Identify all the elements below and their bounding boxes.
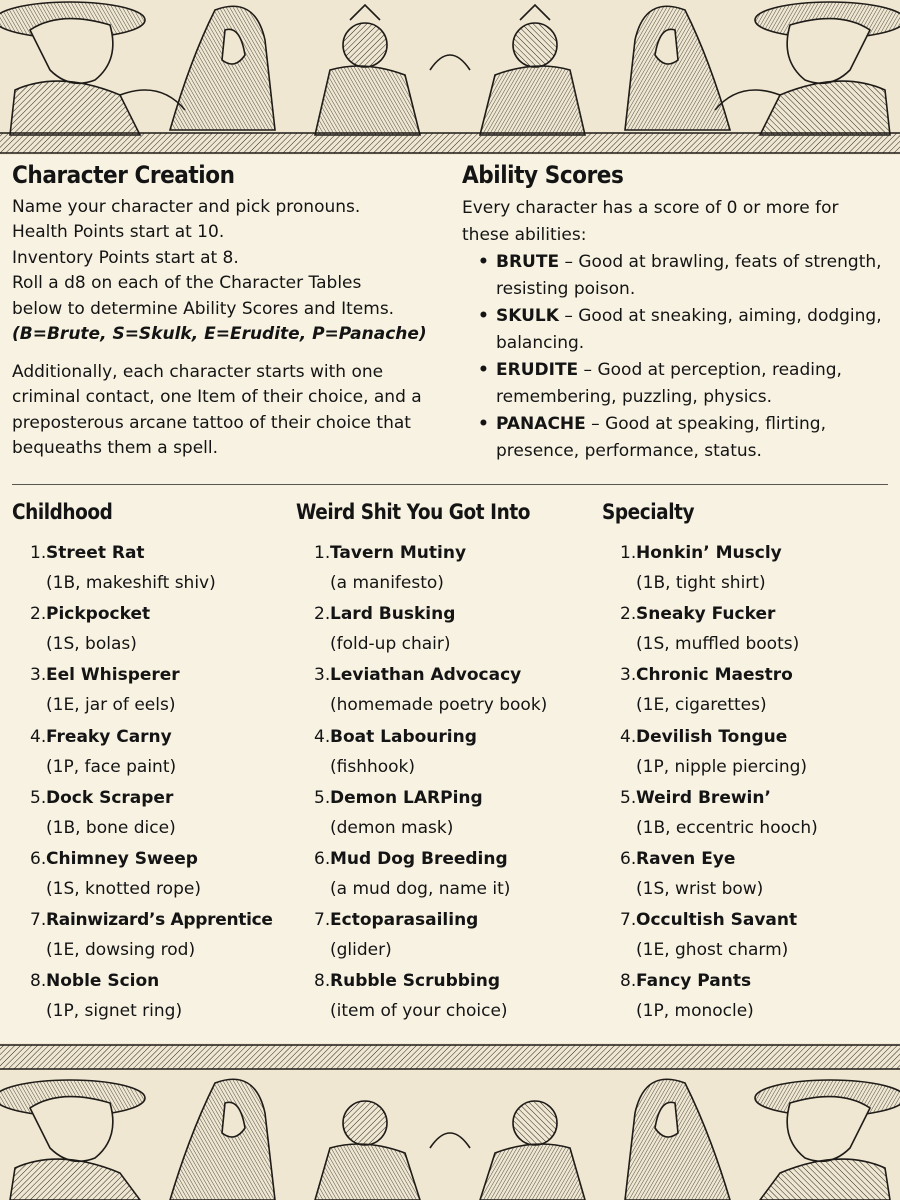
rule-line: Name your character and pick pronouns. bbox=[12, 196, 361, 217]
table-row bbox=[12, 599, 292, 660]
row-items: (1P, face paint) bbox=[46, 756, 177, 777]
row-number: 2. bbox=[314, 604, 331, 625]
table-rows bbox=[602, 538, 892, 1028]
row-number: 1. bbox=[30, 543, 47, 563]
row-name: Ectoparasailing bbox=[330, 910, 479, 931]
row-name: Lard Busking bbox=[330, 604, 456, 625]
row-items: (fold-up chair) bbox=[330, 634, 451, 655]
row-name: Noble Scion bbox=[46, 971, 160, 992]
table-title: Weird Shit You Got Into bbox=[296, 500, 530, 524]
table-row bbox=[12, 783, 292, 844]
row-name: Fancy Pants bbox=[636, 971, 752, 992]
row-number: 7. bbox=[620, 910, 637, 931]
row-number: 6. bbox=[30, 848, 47, 869]
table-row bbox=[602, 905, 892, 966]
row-items: (1S, muffled boots) bbox=[636, 634, 800, 655]
table-title: Childhood bbox=[12, 500, 113, 524]
row-items: (demon mask) bbox=[330, 817, 454, 838]
table-row bbox=[602, 722, 892, 783]
row-name: Freaky Carny bbox=[46, 726, 172, 747]
row-number: 1. bbox=[620, 543, 637, 563]
row-items: (1E, ghost charm) bbox=[636, 940, 789, 961]
row-items: (a manifesto) bbox=[330, 573, 444, 593]
weird-shit-table bbox=[296, 500, 596, 1028]
row-name: Tavern Mutiny bbox=[330, 543, 467, 563]
woodcut-figures-icon bbox=[0, 0, 900, 155]
row-number: 6. bbox=[620, 848, 637, 869]
row-name: Rubble Scrubbing bbox=[330, 971, 501, 992]
character-creation-section bbox=[12, 163, 442, 462]
row-name: Demon LARPing bbox=[330, 787, 483, 808]
row-items: (1P, nipple piercing) bbox=[636, 756, 808, 777]
rule-line: Roll a d8 on each of the Character Tables below to determine Ability Scores and Items. bbox=[12, 273, 395, 319]
row-items: (1S, bolas) bbox=[46, 634, 137, 655]
bottom-woodcut-banner bbox=[0, 1043, 900, 1200]
table-row bbox=[296, 599, 596, 660]
row-name: Chronic Maestro bbox=[636, 665, 793, 686]
row-number: 3. bbox=[30, 665, 47, 686]
row-name: Honkin’ Muscly bbox=[636, 543, 782, 563]
bullet-icon: • bbox=[478, 413, 489, 434]
specialty-table bbox=[602, 500, 892, 1028]
row-items: (fishhook) bbox=[330, 756, 416, 777]
table-rows bbox=[296, 538, 596, 1028]
list-item bbox=[474, 357, 892, 411]
row-number: 3. bbox=[314, 665, 331, 686]
table-row bbox=[602, 844, 892, 905]
ability-desc: – Good at sneaking, aiming, dodging, balancing. bbox=[496, 305, 882, 353]
character-creation-title: Character Creation bbox=[12, 161, 235, 189]
list-item bbox=[474, 303, 892, 357]
row-number: 8. bbox=[30, 971, 47, 992]
row-name: Raven Eye bbox=[636, 848, 736, 869]
table-row bbox=[296, 722, 596, 783]
table-row bbox=[12, 966, 292, 1027]
ability-desc: – Good at perception, reading, remembering, puzzling, physics. bbox=[496, 359, 842, 407]
table-row bbox=[12, 844, 292, 905]
woodcut-figures-icon bbox=[0, 1043, 900, 1200]
row-items: (1P, monocle) bbox=[636, 1001, 754, 1022]
ability-name: SKULK bbox=[496, 305, 559, 326]
list-item bbox=[474, 411, 892, 465]
row-items: (1B, tight shirt) bbox=[636, 573, 766, 593]
ability-intro: Every character has a score of 0 or more for these abilities: bbox=[462, 197, 839, 245]
childhood-table bbox=[12, 500, 292, 1028]
row-name: Occultish Savant bbox=[636, 910, 798, 931]
row-number: 1. bbox=[314, 543, 331, 563]
row-number: 6. bbox=[314, 848, 331, 869]
row-name: Eel Whisperer bbox=[46, 665, 180, 686]
row-items: (1S, knotted rope) bbox=[46, 878, 201, 899]
row-name: Mud Dog Breeding bbox=[330, 848, 508, 869]
row-items: (a mud dog, name it) bbox=[330, 878, 511, 899]
table-row bbox=[602, 599, 892, 660]
table-rows bbox=[12, 538, 292, 1028]
row-number: 3. bbox=[620, 665, 637, 686]
ability-desc: – Good at brawling, feats of strength, resisting poison. bbox=[496, 251, 882, 299]
row-number: 5. bbox=[314, 787, 331, 808]
row-name: Devilish Tongue bbox=[636, 726, 788, 747]
row-items: (1E, jar of eels) bbox=[46, 695, 176, 716]
row-name: Leviathan Advocacy bbox=[330, 665, 522, 686]
row-items: (1B, eccentric hooch) bbox=[636, 817, 818, 838]
section-divider bbox=[12, 484, 888, 485]
table-title: Specialty bbox=[602, 500, 695, 524]
table-row bbox=[296, 538, 596, 599]
ability-name: PANACHE bbox=[496, 413, 586, 434]
table-row bbox=[12, 722, 292, 783]
row-items: (1B, makeshift shiv) bbox=[46, 573, 216, 593]
additional-text: Additionally, each character starts with one criminal contact, one Item of their choice, and a preposterous arcane tattoo of their choice that bequeaths them a spell. bbox=[12, 361, 422, 458]
row-name: Boat Labouring bbox=[330, 726, 477, 747]
table-row bbox=[12, 905, 292, 966]
row-items: (glider) bbox=[330, 940, 392, 961]
row-name: Pickpocket bbox=[46, 604, 151, 625]
ability-list bbox=[462, 249, 892, 465]
ability-name: BRUTE bbox=[496, 251, 560, 272]
row-number: 4. bbox=[620, 726, 637, 747]
row-number: 4. bbox=[30, 726, 47, 747]
row-items: (1P, signet ring) bbox=[46, 1001, 183, 1022]
row-name: Chimney Sweep bbox=[46, 848, 198, 869]
row-number: 5. bbox=[30, 787, 47, 808]
table-row bbox=[296, 966, 596, 1027]
row-number: 5. bbox=[620, 787, 637, 808]
row-name: Street Rat bbox=[46, 543, 145, 563]
row-number: 7. bbox=[314, 910, 331, 931]
table-row bbox=[602, 966, 892, 1027]
row-items: (item of your choice) bbox=[330, 1001, 508, 1022]
row-name: Sneaky Fucker bbox=[636, 604, 776, 625]
table-row bbox=[602, 660, 892, 721]
row-name: Rainwizard’s Apprentice bbox=[46, 910, 273, 931]
row-items: (1E, cigarettes) bbox=[636, 695, 767, 716]
table-row bbox=[12, 538, 292, 599]
row-number: 7. bbox=[30, 910, 47, 931]
top-woodcut-banner bbox=[0, 0, 900, 155]
ability-legend: (B=Brute, S=Skulk, E=Erudite, P=Panache) bbox=[12, 324, 427, 344]
row-items: (homemade poetry book) bbox=[330, 695, 548, 716]
row-number: 8. bbox=[314, 971, 331, 992]
table-row bbox=[296, 844, 596, 905]
table-row bbox=[296, 783, 596, 844]
row-number: 2. bbox=[30, 604, 47, 625]
row-items: (1E, dowsing rod) bbox=[46, 940, 196, 961]
row-number: 4. bbox=[314, 726, 331, 747]
row-items: (1B, bone dice) bbox=[46, 817, 176, 838]
table-row bbox=[602, 783, 892, 844]
rule-line: Inventory Points start at 8. bbox=[12, 247, 239, 268]
row-name: Dock Scraper bbox=[46, 787, 174, 808]
ability-desc: – Good at speaking, flirting, presence, performance, status. bbox=[496, 413, 826, 461]
ability-name: ERUDITE bbox=[496, 359, 579, 380]
row-number: 8. bbox=[620, 971, 637, 992]
table-row bbox=[296, 905, 596, 966]
table-row bbox=[296, 660, 596, 721]
rule-line: Health Points start at 10. bbox=[12, 222, 225, 242]
bullet-icon: • bbox=[478, 251, 489, 272]
table-row bbox=[12, 660, 292, 721]
row-name: Weird Brewin’ bbox=[636, 787, 771, 808]
ability-scores-section bbox=[462, 163, 892, 465]
table-row bbox=[602, 538, 892, 599]
row-items: (1S, wrist bow) bbox=[636, 878, 764, 899]
ability-scores-title: Ability Scores bbox=[462, 161, 624, 189]
bullet-icon: • bbox=[478, 359, 489, 380]
row-number: 2. bbox=[620, 604, 637, 625]
bullet-icon: • bbox=[478, 305, 489, 326]
list-item bbox=[474, 249, 892, 303]
